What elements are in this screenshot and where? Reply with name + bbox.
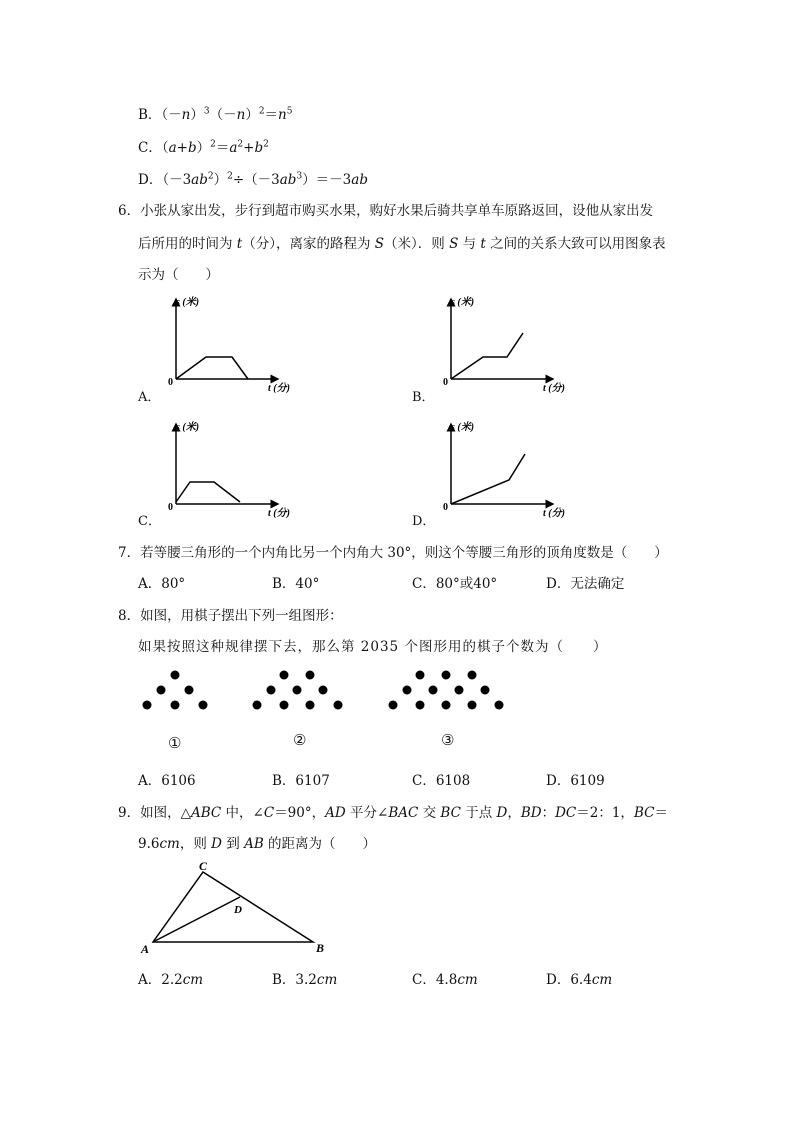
- x-label: t (分): [543, 383, 565, 394]
- graph-c-option: C．: [138, 514, 161, 529]
- graph-a: [160, 295, 300, 395]
- figure-label-2: ②: [293, 731, 307, 749]
- origin-label: 0: [443, 502, 448, 513]
- q7-option-c: C．80°或40°: [412, 576, 498, 592]
- origin-label: 0: [443, 377, 448, 388]
- vertex-a-label: A: [141, 942, 150, 956]
- q8-option-d: D．6109: [546, 773, 605, 789]
- q5-option-b: B．$(-n)^3(-n)^2=n^5$: [138, 106, 293, 123]
- q8-stem-line2: 如果按照这种规律摆下去，那么第 2035 个图形用的棋子个数为（ ）: [138, 639, 608, 655]
- y-label: s (米): [451, 422, 475, 433]
- q5-option-d: D．$(-3ab^2)^2\div(-3ab^3)=-3ab$: [138, 171, 368, 188]
- origin-label: 0: [168, 377, 173, 388]
- vertex-b-label: B: [316, 941, 325, 955]
- y-label: s (米): [176, 422, 200, 433]
- figure-label-1: ①: [168, 734, 182, 752]
- q9-option-d: D．6.4cm: [546, 972, 613, 988]
- graph-b: [435, 295, 575, 395]
- x-label: t (分): [268, 508, 290, 519]
- q5-option-c: C．$(a+b)^2=a^2+b^2$: [138, 139, 269, 156]
- figure-1-dots: [143, 671, 208, 710]
- graph-line: [451, 454, 525, 504]
- q7-option-a: A．80°: [138, 576, 186, 592]
- figure-2-dots: [253, 671, 343, 710]
- graph-line: [451, 333, 523, 379]
- graph-d-option: D．: [412, 514, 436, 529]
- figure-3-dots: [389, 671, 504, 710]
- point-d-label: D: [234, 904, 242, 916]
- q6-stem-line3: 示为（ ）: [138, 267, 219, 283]
- q7-option-b: B．40°: [272, 576, 320, 592]
- graph-line: [176, 482, 240, 502]
- q9-stem-line1: 9．如图，△ABC 中，∠C＝90°，AD 平分∠BAC 交 BC 于点 D，BD：DC＝2：1，BC＝: [118, 805, 668, 821]
- q8-option-b: B．6107: [272, 773, 330, 789]
- q9-option-c: C．4.8cm: [412, 972, 478, 988]
- origin-label: 0: [168, 502, 173, 513]
- graph-line: [176, 357, 248, 379]
- segment-ad: [153, 897, 240, 942]
- figure-label-3: ③: [441, 731, 455, 749]
- q9-triangle-figure: [135, 856, 335, 960]
- y-label: s (米): [451, 297, 475, 308]
- x-label: t (分): [543, 508, 565, 519]
- graph-b-option: B．: [412, 390, 435, 405]
- graph-a-option: A．: [138, 390, 161, 405]
- q7-option-d: D．无法确定: [546, 576, 625, 592]
- q8-option-a: A．6106: [138, 773, 196, 789]
- y-label: s (米): [176, 297, 200, 308]
- triangle-abc: [153, 872, 313, 942]
- q6-stem-line1: 6．小张从家出发，步行到超市购买水果，购好水果后骑共享单车原路返回，设他从家出发: [118, 203, 654, 219]
- q7-stem: 7．若等腰三角形的一个内角比另一个内角大 30°，则这个等腰三角形的顶角度数是（ ）: [118, 545, 668, 561]
- x-label: t (分): [268, 383, 290, 394]
- graph-c: [160, 420, 300, 520]
- q6-stem-line2: 后所用的时间为 t（分），离家的路程为 S（米）．则 S 与 t 之间的关系大致可以用图象表: [138, 236, 666, 252]
- q8-stem: 8．如图，用棋子摆出下列一组图形：: [118, 608, 343, 624]
- q9-option-b: B．3.2cm: [272, 972, 338, 988]
- q8-chess-figures: [135, 662, 535, 722]
- q9-option-a: A．2.2cm: [138, 972, 204, 988]
- graph-d: [435, 420, 575, 520]
- vertex-c-label: C: [199, 859, 208, 873]
- q9-stem-line2: 9.6cm，则 D 到 AB 的距离为（ ）: [138, 836, 377, 852]
- q8-option-c: C．6108: [412, 773, 471, 789]
